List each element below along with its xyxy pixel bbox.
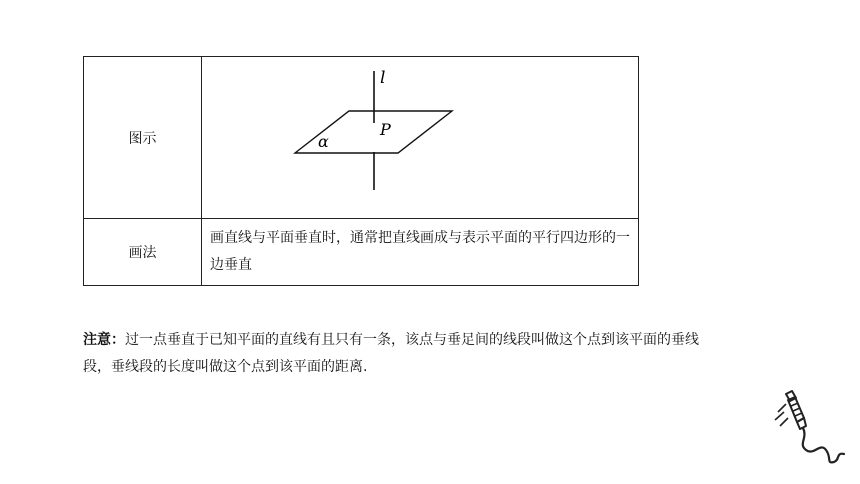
method-row-label: 画法 [84, 219, 202, 286]
note-text: 过一点垂直于已知平面的直线有且只有一条，该点与垂足间的线段叫做这个点到该平面的垂线段，垂线段的长度叫做这个点到该平面的距离. [83, 332, 699, 375]
note-title: 注意： [83, 332, 125, 348]
diagram-cell [202, 57, 639, 219]
content-table [83, 56, 639, 286]
line-label: l [380, 68, 386, 88]
method-description: 画直线与平面垂直时，通常把直线画成与表示平面的平行四边形的一边垂直 [202, 219, 639, 286]
table-row-diagram [84, 57, 639, 219]
point-label: P [380, 120, 391, 139]
diagram-row-label: 图示 [84, 57, 202, 219]
table-row-method [84, 219, 639, 286]
plane-label: α [318, 132, 329, 151]
pen-doodle-icon [770, 390, 850, 470]
line-perpendicular-plane-diagram [202, 57, 640, 218]
note-paragraph [83, 327, 723, 381]
